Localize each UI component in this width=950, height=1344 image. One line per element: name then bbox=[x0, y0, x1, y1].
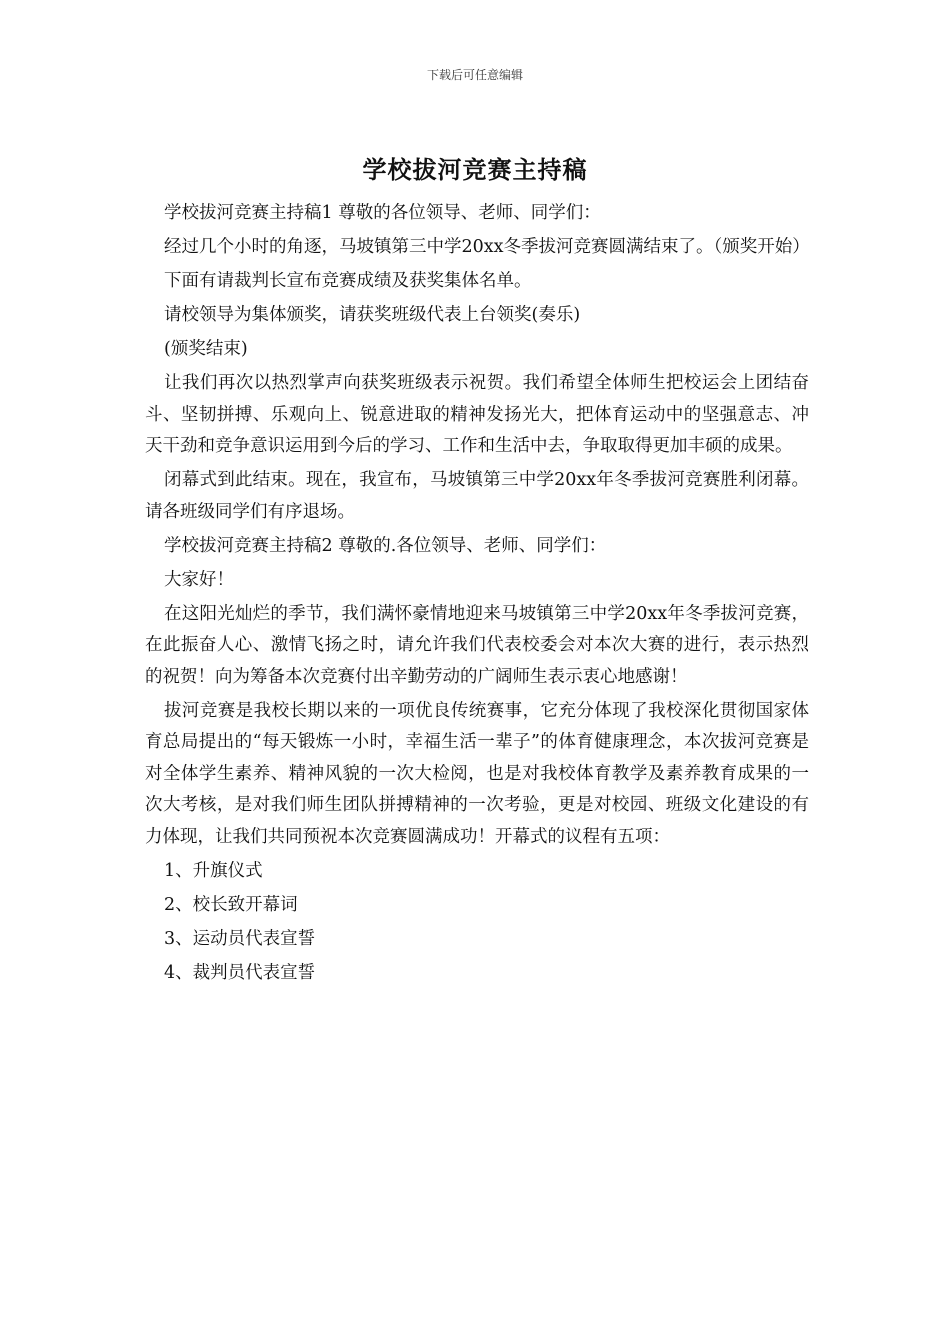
paragraph: 闭幕式到此结束。现在，我宣布，马坡镇第三中学20xx年冬季拔河竞赛胜利闭幕。请各班级同学们有序退场。 bbox=[145, 470, 809, 522]
paragraph: 学校拔河竞赛主持稿1 尊敬的各位领导、老师、同学们： bbox=[164, 203, 601, 223]
agenda-item: 2、校长致开幕词 bbox=[164, 894, 298, 915]
agenda-item: 4、裁判员代表宣誓 bbox=[164, 962, 316, 983]
agenda-item: 3、运动员代表宣誓 bbox=[164, 928, 316, 949]
paragraph: 大家好！ bbox=[164, 569, 234, 590]
paragraph: 请校领导为集体颁奖，请获奖班级代表上台领奖(奏乐) bbox=[164, 305, 581, 325]
paragraph: (颁奖结束) bbox=[164, 339, 248, 359]
paragraph: 经过几个小时的角逐，马坡镇第三中学20xx冬季拔河竞赛圆满结束了。（颁奖开始） bbox=[164, 237, 810, 257]
paragraph: 拔河竞赛是我校长期以来的一项优良传统赛事，它充分体现了我校深化贯彻国家体育总局提出的“每天锻炼一小时，幸福生活一辈子”的体育健康理念，本次拔河竞赛是对全体学生素养、精神风貌的一次大检阅，也是对我校体育教学及素养教育成果的一次大考核，是对我们师生团队拼搏精神的一次考验，更是对校园、班级文化建设的有力体现，让我们共同预祝本次竞赛圆满成功！开幕式的议程有五项： bbox=[145, 700, 809, 847]
paragraph: 学校拔河竞赛主持稿2 尊敬的.各位领导、老师、同学们： bbox=[164, 535, 607, 556]
document-title: 学校拔河竞赛主持稿 bbox=[362, 155, 588, 184]
document-body bbox=[145, 198, 809, 992]
paragraph: 在这阳光灿烂的季节，我们满怀豪情地迎来马坡镇第三中学20xx年冬季拔河竞赛，在此振奋人心、激情飞扬之时，请允许我们代表校委会对本次大赛的进行，表示热烈的祝贺！向为筹备本次竞赛付出辛勤劳动的广阔师生表示衷心地感谢！ bbox=[145, 603, 809, 687]
paragraph: 下面有请裁判长宣布竞赛成绩及获奖集体名单。 bbox=[164, 271, 532, 291]
page-header-note: 下载后可任意编辑 bbox=[426, 68, 523, 82]
paragraph: 让我们再次以热烈掌声向获奖班级表示祝贺。我们希望全体师生把校运会上团结奋斗、坚韧拼搏、乐观向上、锐意进取的精神发扬光大，把体育运动中的坚强意志、冲天干劲和竞争意识运用到今后的学习、工作和生活中去，争取取得更加丰硕的成果。 bbox=[145, 373, 809, 456]
agenda-item: 1、升旗仪式 bbox=[164, 860, 263, 881]
